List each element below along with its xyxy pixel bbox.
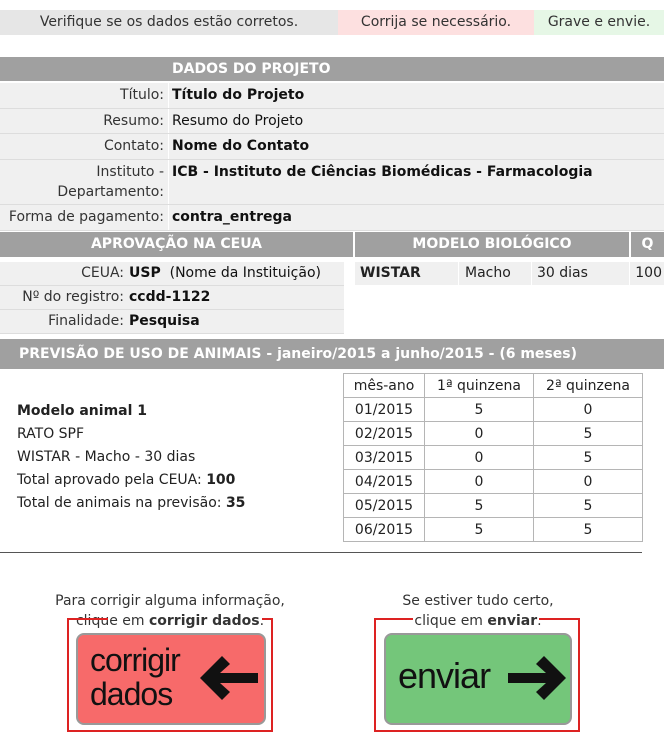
cell-mes: 02/2015 — [344, 422, 425, 446]
resumo-label: Resumo: — [103, 113, 164, 129]
cell-q2: 5 — [534, 518, 643, 542]
total-aprovado-value: 100 — [206, 472, 236, 488]
step-correct: Corrija se necessário. — [338, 10, 534, 35]
contato-value: Nome do Contato — [172, 138, 310, 154]
col-1a-quinzena: 1ª quinzena — [425, 374, 534, 398]
cell-q1: 0 — [425, 422, 534, 446]
modelo-linhagem: WISTAR — [360, 262, 459, 285]
registro-label: Nº do registro: — [22, 289, 124, 305]
resumo-value: Resumo do Projeto — [172, 113, 304, 129]
col-mes-ano: mês-ano — [344, 374, 425, 398]
project-header — [0, 57, 664, 81]
steps-bar — [0, 10, 664, 35]
ceua-value-wrap — [129, 262, 321, 285]
corrigir-button-line2: dados — [90, 676, 173, 712]
instituto-value: ICB - Instituto de Ciências Biomédicas - Farmacologia — [172, 164, 593, 180]
cell-q1: 0 — [425, 446, 534, 470]
instituto-label: Instituto - — [96, 164, 164, 180]
row-pagamento — [0, 205, 664, 231]
total-aprovado — [17, 472, 235, 488]
titulo-label: Título: — [120, 87, 164, 103]
enviar-instr-dot: . — [537, 613, 542, 629]
row-resumo — [0, 109, 664, 134]
table-row — [344, 422, 643, 446]
table-row — [344, 494, 643, 518]
pagamento-label: Forma de pagamento: — [8, 209, 164, 225]
corrigir-button-line1: corrigir — [90, 642, 180, 678]
total-previsao-value: 35 — [225, 495, 246, 511]
model-species: RATO SPF — [17, 426, 85, 442]
section-divider — [0, 552, 642, 553]
cell-q1: 5 — [425, 518, 534, 542]
modelo-header: MODELO BIOLÓGICO — [355, 232, 629, 257]
table-row — [344, 518, 643, 542]
departamento-label: Departamento: — [57, 184, 164, 200]
registro-value: ccdd-1122 — [129, 289, 211, 305]
arrow-left-icon — [200, 656, 258, 700]
col-2a-quinzena: 2ª quinzena — [534, 374, 643, 398]
modelo-q: 100 — [635, 265, 662, 281]
table-header-row — [344, 374, 643, 398]
cell-q2: 5 — [534, 494, 643, 518]
project-header-title: DADOS DO PROJETO — [172, 61, 331, 77]
pagamento-value: contra_entrega — [172, 209, 292, 225]
corrigir-instr-dot: . — [259, 613, 265, 629]
cell-q2: 0 — [534, 470, 643, 494]
ceua-value: USP — [129, 265, 161, 281]
enviar-instr-emph: enviar — [487, 613, 538, 629]
modelo-sexo: Macho — [465, 262, 532, 285]
row-ceua — [0, 262, 344, 286]
corrigir-dados-button[interactable] — [76, 633, 266, 725]
table-row — [344, 398, 643, 422]
arrow-right-icon — [508, 656, 566, 700]
cell-mes: 06/2015 — [344, 518, 425, 542]
enviar-button[interactable] — [384, 633, 572, 725]
previsao-table — [343, 373, 643, 542]
cell-mes: 04/2015 — [344, 470, 425, 494]
contato-label: Contato: — [103, 138, 164, 154]
ceua-header: APROVAÇÃO NA CEUA — [0, 232, 353, 257]
enviar-instr-line1: Se estiver tudo certo, — [402, 593, 554, 609]
ceua-label: CEUA: — [81, 265, 124, 281]
total-previsao — [17, 495, 245, 511]
step-verify: Verifique se os dados estão corretos. — [0, 10, 338, 35]
ceua-note: (Nome da Instituição) — [169, 265, 321, 281]
finalidade-value: Pesquisa — [129, 313, 200, 329]
cell-q1: 5 — [425, 398, 534, 422]
enviar-instr-text: clique em — [414, 613, 488, 629]
row-instituto — [0, 160, 664, 205]
cell-mes: 01/2015 — [344, 398, 425, 422]
corrigir-instr-emph: corrigir dados — [148, 613, 260, 629]
previsao-header — [0, 339, 664, 369]
modelo-row — [355, 262, 664, 285]
model-title: Modelo animal 1 — [17, 403, 148, 419]
corrigir-instr-line1: Para corrigir alguma informação, — [55, 593, 285, 609]
step-save: Grave e envie. — [534, 10, 664, 35]
finalidade-label: Finalidade: — [48, 313, 124, 329]
model-strain: WISTAR - Macho - 30 dias — [17, 449, 196, 465]
total-previsao-label: Total de animais na previsão: — [17, 495, 222, 511]
cell-q2: 5 — [534, 446, 643, 470]
cell-q2: 5 — [534, 422, 643, 446]
table-row — [344, 470, 643, 494]
corrigir-instr-text: clique em — [75, 613, 149, 629]
row-contato — [0, 134, 664, 160]
total-aprovado-label: Total aprovado pela CEUA: — [17, 472, 202, 488]
table-row — [344, 446, 643, 470]
previsao-header-title: PREVISÃO DE USO DE ANIMAIS - janeiro/2015 a junho/2015 - (6 meses) — [19, 346, 577, 362]
cell-mes: 03/2015 — [344, 446, 425, 470]
row-finalidade — [0, 310, 344, 334]
row-registro — [0, 286, 344, 310]
enviar-button-label: enviar — [398, 655, 491, 696]
cell-q2: 0 — [534, 398, 643, 422]
cell-mes: 05/2015 — [344, 494, 425, 518]
modelo-idade: 30 dias — [537, 262, 630, 285]
titulo-value: Título do Projeto — [172, 87, 305, 103]
corrigir-button-label — [90, 643, 180, 711]
cell-q1: 0 — [425, 470, 534, 494]
row-titulo — [0, 83, 664, 109]
q-header: Q — [631, 232, 664, 257]
cell-q1: 5 — [425, 494, 534, 518]
